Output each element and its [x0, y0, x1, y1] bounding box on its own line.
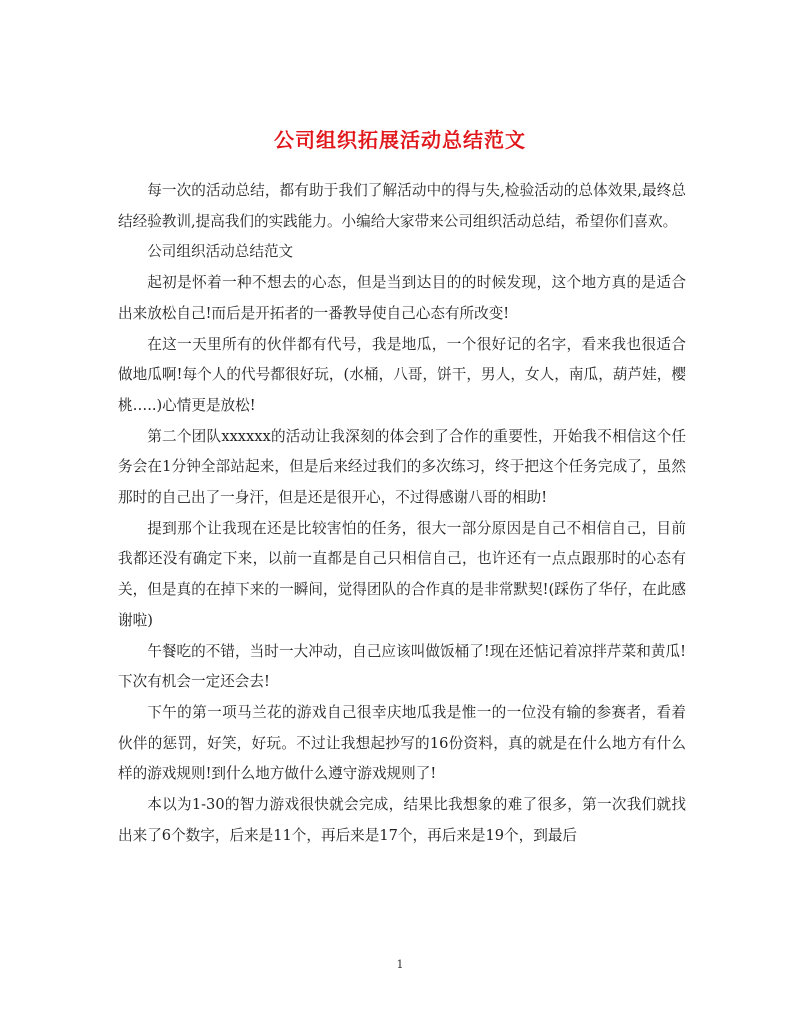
- page-number: 1: [396, 958, 404, 971]
- paragraph: 本以为1-30的智力游戏很快就会完成，结果比我想象的难了很多，第一次我们就找出来了6个数字，后来是11个，再后来是17个，再后来是19个，到最后: [118, 796, 686, 844]
- paragraph: 午餐吃的不错，当时一大冲动，自己应该叫做饭桶了!现在还惦记着凉拌芹菜和黄瓜!下次有机会一定还会去!: [118, 642, 686, 691]
- paragraph: 下午的第一项马兰花的游戏自己很幸庆地瓜我是惟一的一位没有输的参赛者，看着伙伴的惩罚，好笑，好玩。不过让我想起抄写的16份资料，真的就是在什么地方有什么样的游戏规则!到什么地方做什么遵守游戏规则了!: [118, 703, 686, 783]
- paragraph-subtitle: 公司组织活动总结范文: [147, 243, 294, 261]
- paragraph: 在这一天里所有的伙伴都有代号，我是地瓜，一个很好记的名字，看来我也很适合做地瓜啊!每个人的代号都很好玩，(水桶，八哥，饼干，男人，女人，南瓜，葫芦娃，樱桃…..)心情更是放松!: [118, 335, 686, 414]
- document-body: [118, 176, 686, 851]
- paragraph: 起初是怀着一种不想去的心态，但是当到达目的的时候发现，这个地方真的是适合出来放松自己!而后是开拓者的一番教导使自己心态有所改变!: [118, 274, 686, 322]
- document-title: 公司组织拓展活动总结范文: [274, 128, 526, 153]
- paragraph: 提到那个让我现在还是比较害怕的任务，很大一部分原因是自己不相信自己，目前我都还没有确定下来，以前一直都是自己只相信自己，也许还有一点点跟那时的心态有关，但是真的在掉下来的一瞬间，觉得团队的合作真的是非常默契!(踩伤了华仔，在此感谢啦): [118, 519, 686, 629]
- paragraph-intro: 每一次的活动总结，都有助于我们了解活动中的得与失,检验活动的总体效果,最终总结经验教训,提高我们的实践能力。小编给大家带来公司组织活动总结，希望你们喜欢。: [118, 182, 686, 230]
- paragraph: 第二个团队xxxxxx的活动让我深刻的体会到了合作的重要性，开始我不相信这个任务会在1分钟全部站起来，但是后来经过我们的多次练习，终于把这个任务完成了，虽然那时的自己出了一身汗，但是还是很开心，不过得感谢八哥的相助!: [118, 427, 686, 507]
